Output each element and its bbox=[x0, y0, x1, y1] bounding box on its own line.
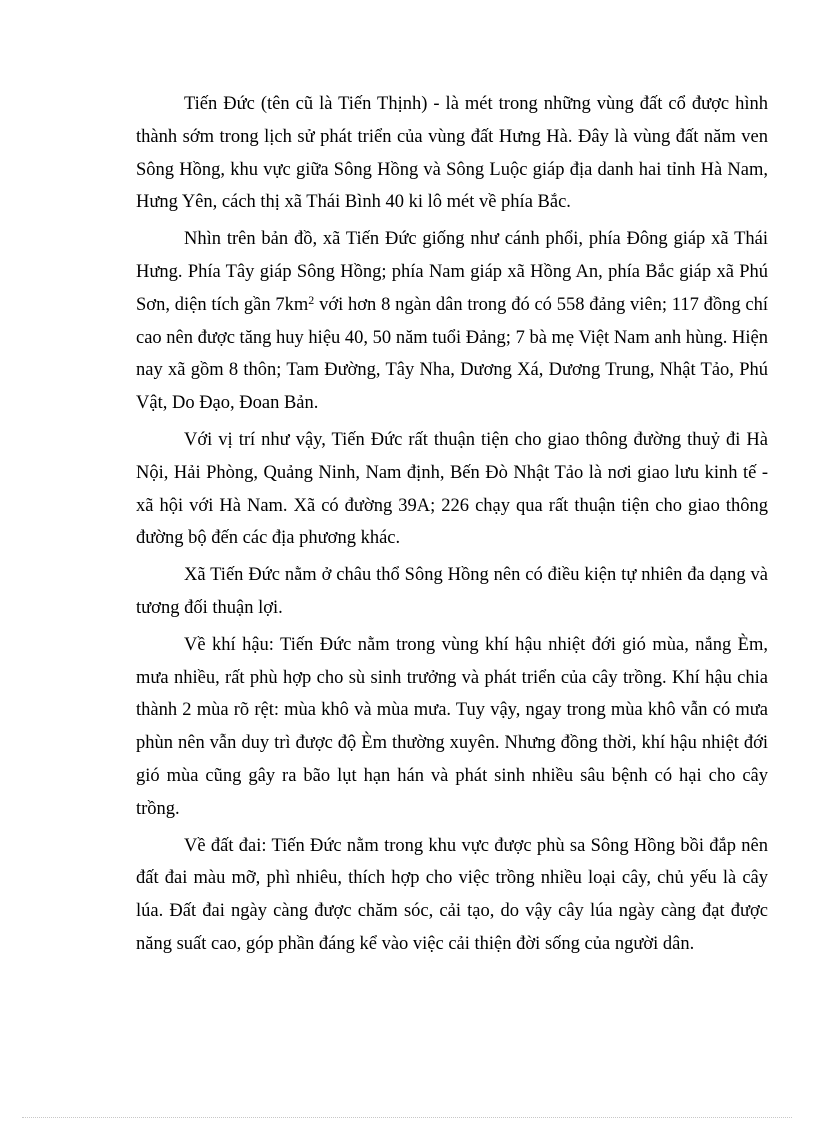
paragraph-map-text-start: Nhìn trên bản đồ, xã Tiến Đức giống như cánh phổi, phía Đông giáp xã Thái Hưng. Phía Tây giáp Sông Hồng; phía Nam giáp xã Hồng An, phía Bắc giáp xã Phú Sơn, diện tích gần 7km bbox=[136, 229, 768, 315]
paragraph-map-text-end: với hơn 8 ngàn dân trong đó có 558 đảng viên; 117 đồng chí cao nên được tăng huy hiệu 40, 50 năm tuổi Đảng; 7 bà mẹ Việt Nam anh hùng. Hiện nay xã gồm 8 thôn; Tam Đường, Tây Nha, Dương Xá, Dương Trung, Nhật Tảo, Phú Vật, Do Đạo, Đoan Bản. bbox=[136, 294, 768, 414]
paragraph-map bbox=[136, 223, 768, 420]
paragraph-climate: Về khí hậu: Tiến Đức nằm trong vùng khí hậu nhiệt đới gió mùa, nắng Èm, mưa nhiều, rất phù hợp cho sù sinh trưởng và phát triển của cây trồng. Khí hậu chia thành 2 mùa rõ rệt: mùa khô và mùa mưa. Tuy vậy, ngay trong mùa khô vẫn có mưa phùn nên vẫn duy trì được độ Èm thường xuyên. Nhưng đồng thời, khí hậu nhiệt đới gió mùa cũng gây ra bão lụt hạn hán và phát sinh nhiều sâu bệnh có hại cho cây trồng. bbox=[136, 634, 768, 819]
paragraph-intro: Tiến Đức (tên cũ là Tiến Thịnh) - là mét trong những vùng đất cổ được hình thành sớm trong lịch sử phát triển của vùng đất Hưng Hà. Đây là vùng đất năm ven Sông Hồng, khu vực giữa Sông Hồng và Sông Luộc giáp địa danh hai tỉnh Hà Nam, Hưng Yên, cách thị xã Thái Bình 40 ki lô mét về phía Bắc. bbox=[136, 94, 768, 213]
page-bottom-divider bbox=[22, 1117, 792, 1118]
area-superscript: 2 bbox=[308, 292, 315, 307]
document-body bbox=[136, 88, 768, 965]
paragraph-location: Với vị trí như vậy, Tiến Đức rất thuận tiện cho giao thông đường thuỷ đi Hà Nội, Hải Phòng, Quảng Ninh, Nam định, Bến Đò Nhật Tảo là nơi giao lưu kinh tế - xã hội với Hà Nam. Xã có đường 39A; 226 chạy qua rất thuận tiện cho giao thông đường bộ đến các địa phương khác. bbox=[136, 429, 768, 549]
paragraph-land: Về đất đai: Tiến Đức nằm trong khu vực được phù sa Sông Hồng bồi đắp nên đất đai màu mỡ, phì nhiêu, thích hợp cho việc trồng nhiều loại cây, chủ yếu là cây lúa. Đất đai ngày càng được chăm sóc, cải tạo, do vậy cây lúa ngày càng đạt được năng suất cao, góp phần đáng kể vào việc cải thiện đời sống của người dân. bbox=[136, 835, 768, 954]
paragraph-delta: Xã Tiến Đức nằm ở châu thổ Sông Hồng nên có điều kiện tự nhiên đa dạng và tương đối thuận lợi. bbox=[136, 565, 768, 618]
